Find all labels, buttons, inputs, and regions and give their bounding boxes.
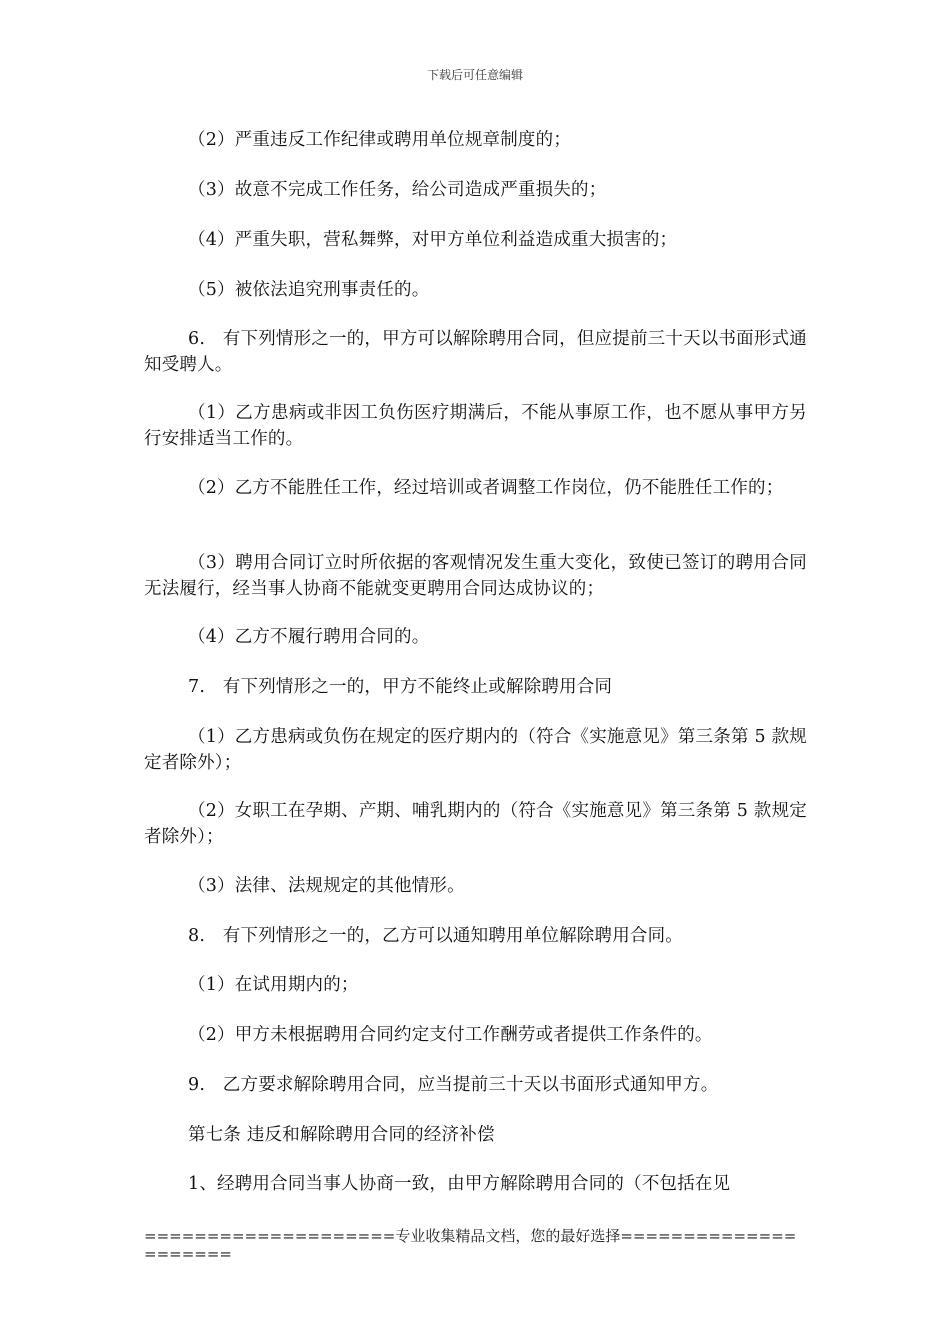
paragraph-article-7-item-1: 1、经聘用合同当事人协商一致，由甲方解除聘用合同的（不包括在见 bbox=[188, 1174, 731, 1194]
paragraph-item-3-1: （3）故意不完成工作任务，给公司造成严重损失的； bbox=[188, 180, 607, 200]
paragraph-item-3-6: （3）聘用合同订立时所依据的客观情况发生重大变化，致使已签订的聘用合同无法履行，经当事人协商不能就变更聘用合同达成协议的； bbox=[144, 553, 807, 599]
paragraph-item-1-6: （1）乙方患病或非因工负伤医疗期满后，不能从事原工作，也不愿从事甲方另行安排适当工作的。 bbox=[144, 403, 807, 449]
paragraph-item-1-7: （1）乙方患病或负伤在规定的医疗期内的（符合《实施意见》第三条第 5 款规定者除外）； bbox=[144, 727, 807, 773]
paragraph-clause-6: 6. 有下列情形之一的，甲方可以解除聘用合同，但应提前三十天以书面形式通知受聘人。 bbox=[144, 329, 807, 375]
section-heading-article-7: 第七条 违反和解除聘用合同的经济补偿 bbox=[188, 1125, 495, 1145]
paragraph-item-2-7: （2）女职工在孕期、产期、哺乳期内的（符合《实施意见》第三条第 5 款规定者除外）； bbox=[144, 801, 807, 847]
page-header: 下载后可任意编辑 bbox=[426, 68, 523, 82]
paragraph-item-2-8: （2）甲方未根据聘用合同约定支付工作酬劳或者提供工作条件的。 bbox=[188, 1025, 713, 1045]
paragraph-clause-7: 7. 有下列情形之一的，甲方不能终止或解除聘用合同 bbox=[188, 677, 613, 697]
page-footer: ====================专业收集精品文档，您的最好选择===================== bbox=[144, 1227, 797, 1263]
paragraph-clause-8: 8. 有下列情形之一的，乙方可以通知聘用单位解除聘用合同。 bbox=[188, 926, 683, 946]
paragraph-item-5-1: （5）被依法追究刑事责任的。 bbox=[188, 280, 430, 300]
paragraph-item-4-1: （4）严重失职，营私舞弊，对甲方单位利益造成重大损害的； bbox=[188, 230, 678, 250]
paragraph-item-3-7: （3）法律、法规规定的其他情形。 bbox=[188, 876, 465, 896]
paragraph-item-1-8: （1）在试用期内的； bbox=[188, 975, 359, 995]
paragraph-clause-9: 9. 乙方要求解除聘用合同，应当提前三十天以书面形式通知甲方。 bbox=[188, 1075, 719, 1095]
paragraph-item-2-1: （2）严重违反工作纪律或聘用单位规章制度的； bbox=[188, 130, 572, 150]
paragraph-item-2-6: （2）乙方不能胜任工作，经过培训或者调整工作岗位，仍不能胜任工作的； bbox=[188, 478, 784, 498]
paragraph-item-4-6: （4）乙方不履行聘用合同的。 bbox=[188, 627, 430, 647]
